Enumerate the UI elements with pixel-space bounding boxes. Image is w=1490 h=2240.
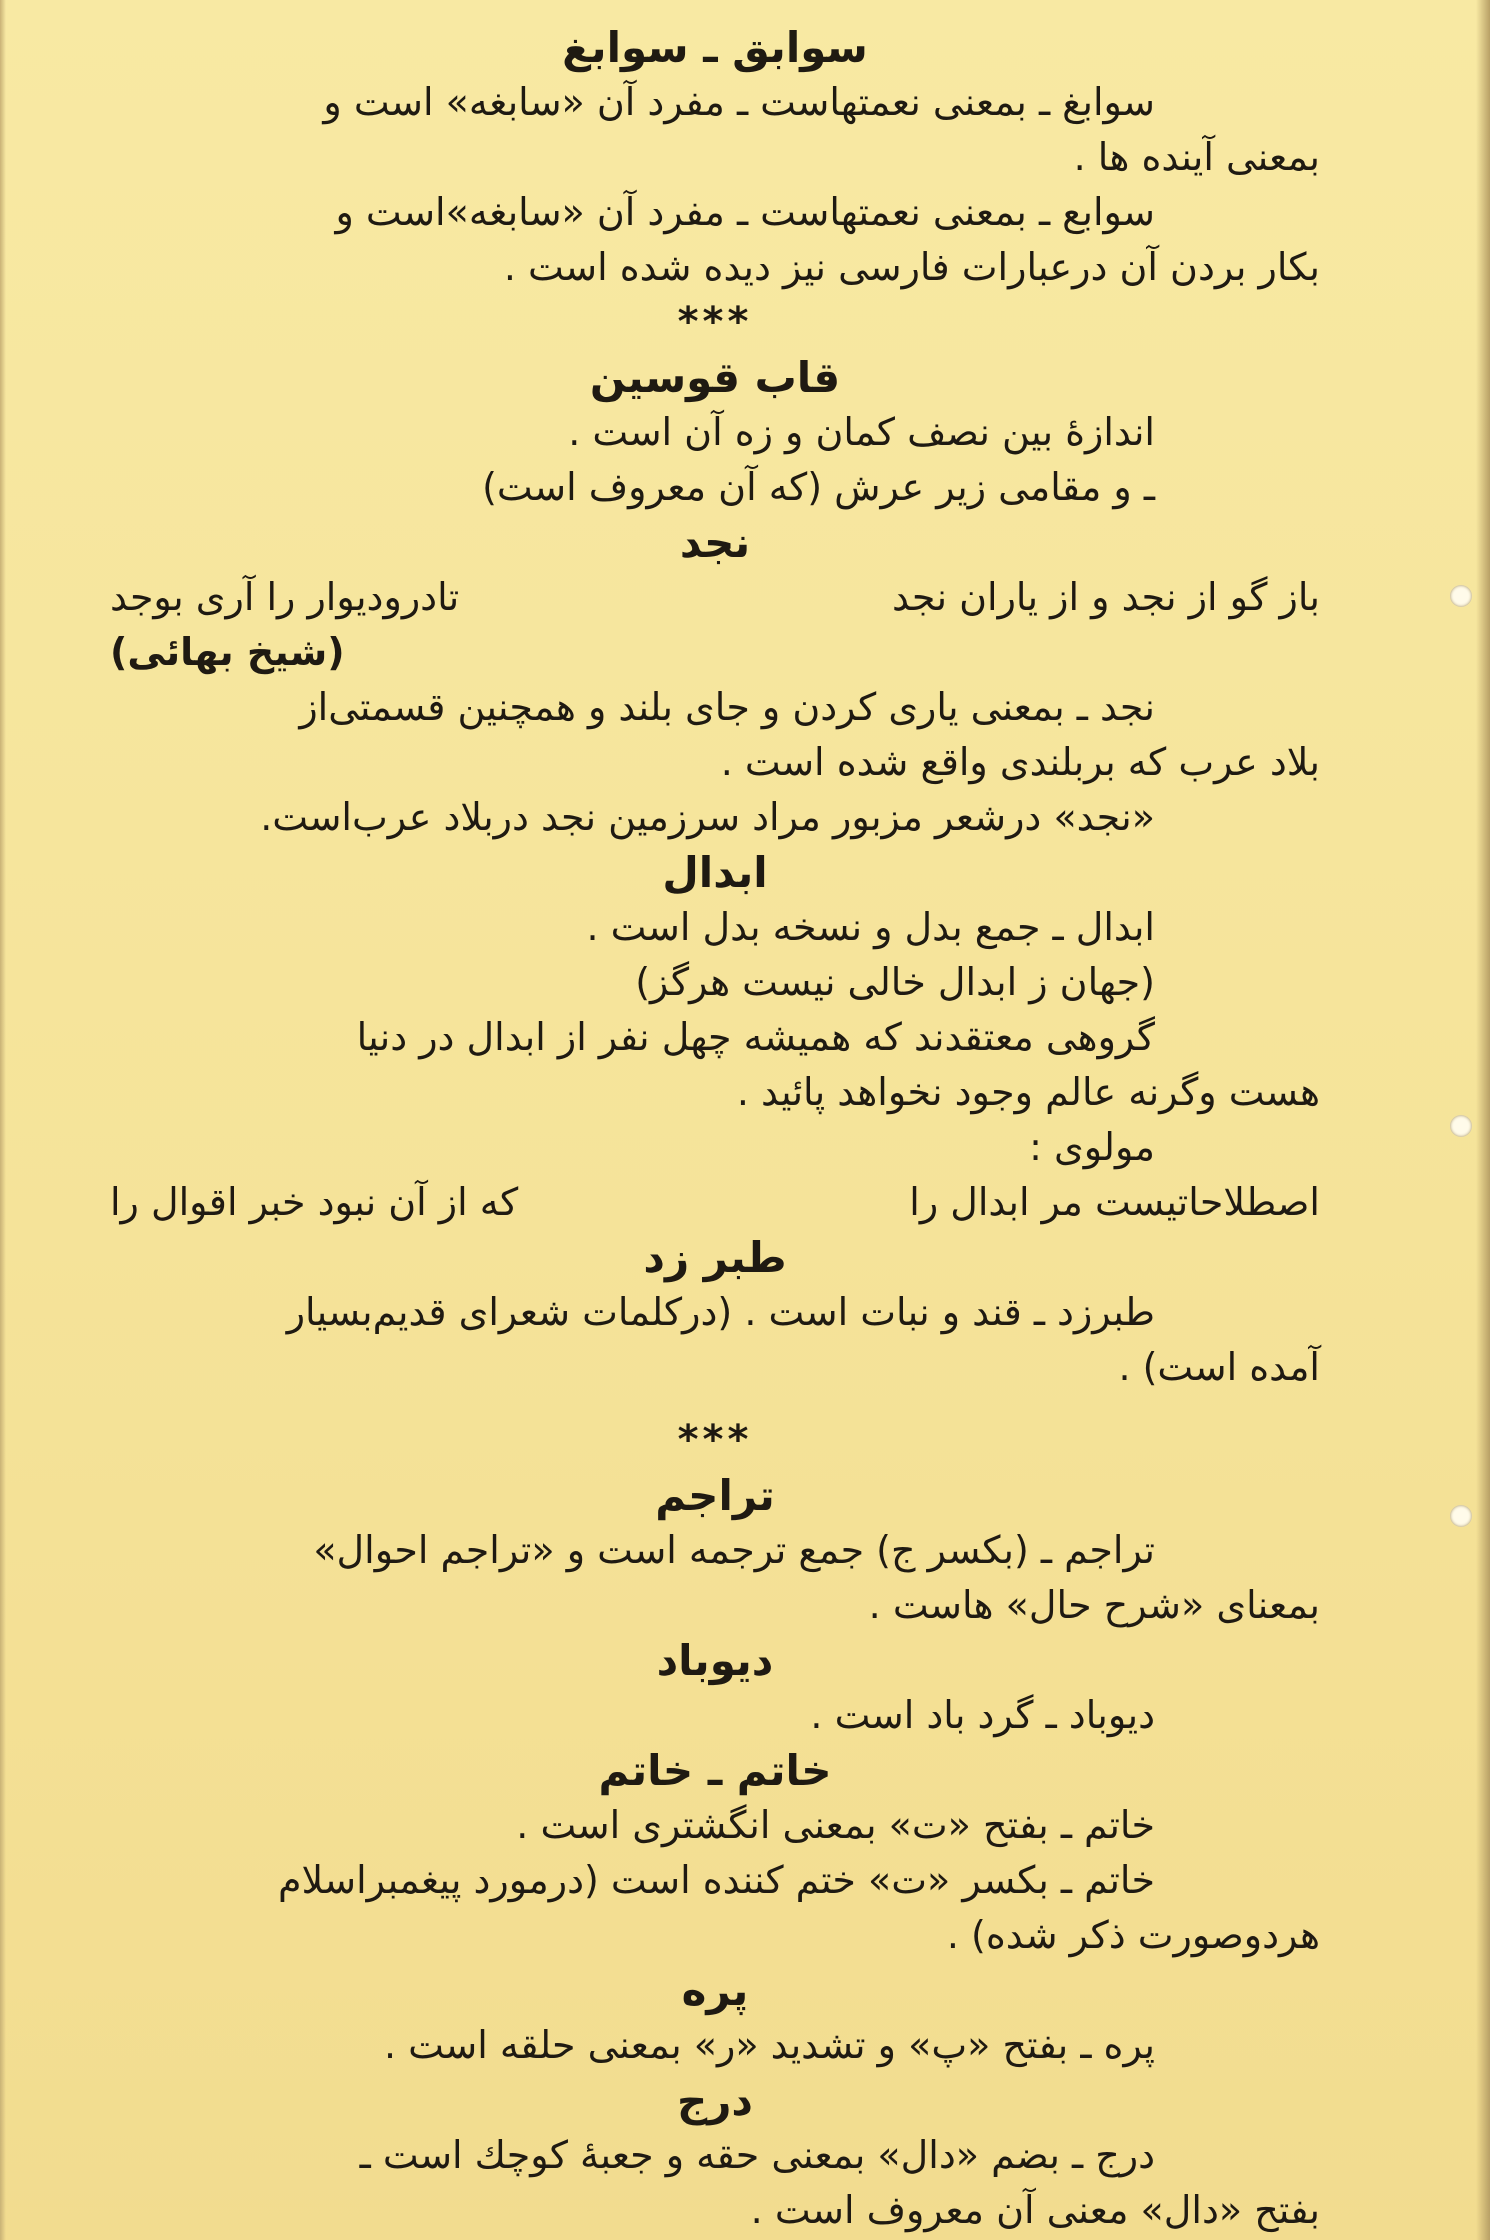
- page-edge-left: [0, 0, 6, 2240]
- section-separator: ***: [677, 1417, 753, 1463]
- entry-line: طبرزد ـ قند و نبات است . (درکلمات شعرای قدیم‌بسیار: [286, 1290, 1155, 1334]
- entry-title: خاتم ـ خاتم: [598, 1746, 832, 1795]
- entry-title: سوابق ـ سوابغ: [562, 23, 868, 72]
- entry-title: درج: [676, 2076, 753, 2125]
- binding-hole-2: [1450, 1115, 1472, 1137]
- verse-hemistich-second: که از آن نبود خبر اقوال را: [110, 1180, 519, 1224]
- entry-line: ـ و مقامی زیر عرش (که آن معروف است): [482, 465, 1155, 509]
- entry-line: تراجم ـ (بکسر ج) جمع ترجمه است و «تراجم احوال»: [313, 1528, 1155, 1572]
- entry-line: ابدال ـ جمع بدل و نسخه بدل است .: [586, 905, 1155, 949]
- entry-title: دیوباد: [656, 1636, 774, 1685]
- entry-line: سوابع ـ بمعنی نعمتهاست ـ مفرد آن «سابغه»است و: [335, 190, 1155, 234]
- entry-line: درج ـ بضم «دال» بمعنی حقه و جعبهٔ کوچك است ـ: [359, 2133, 1155, 2177]
- entry-title: طبر زد: [643, 1233, 787, 1282]
- entry-line: بفتح «دال» معنی آن معروف است .: [750, 2188, 1320, 2232]
- entry-line: پره ـ بفتح «پ» و تشدید «ر» بمعنی حلقه است .: [383, 2023, 1155, 2067]
- verse-hemistich-first: باز گو از نجد و از یاران نجد: [891, 575, 1320, 619]
- entry-line: مولوی :: [1029, 1125, 1155, 1169]
- entry-line: آمده است) .: [1118, 1345, 1320, 1389]
- entry-line: سوابغ ـ بمعنی نعمتهاست ـ مفرد آن «سابغه» است و: [323, 80, 1155, 124]
- entry-title: قاب قوسین: [589, 353, 841, 402]
- poem-verse: [110, 570, 1320, 625]
- entry-line: اندازهٔ بین نصف کمان و زه آن است .: [568, 410, 1155, 454]
- binding-hole-3: [1450, 1505, 1472, 1527]
- entry-line: هست وگرنه عالم وجود نخواهد پائید .: [736, 1070, 1320, 1114]
- section-separator: ***: [677, 299, 753, 345]
- entry-title: نجد: [679, 518, 751, 567]
- poem-verse: [110, 1175, 1320, 1230]
- verse-hemistich-first: اصطلاحاتیست مر ابدال را: [909, 1180, 1320, 1224]
- page-edge-right: [1476, 0, 1490, 2240]
- poet-attribution: (شیخ بهائی): [110, 630, 345, 674]
- entry-line: بمعنای «شرح حال» هاست .: [868, 1583, 1320, 1627]
- entry-title: ابدال: [662, 848, 768, 897]
- page-content: [110, 20, 1320, 2238]
- verse-hemistich-second: تادرودیوار را آری بوجد: [110, 575, 460, 619]
- entry-line: گروهی معتقدند که همیشه چهل نفر از ابدال در دنیا: [356, 1015, 1155, 1059]
- entry-line: نجد ـ بمعنی یاری کردن و جای بلند و همچنین قسمتی‌از: [299, 685, 1155, 729]
- entry-title: پره: [681, 1966, 749, 2015]
- entry-line: بمعنی آینده ها .: [1073, 135, 1320, 179]
- entry-line: دیوباد ـ گرد باد است .: [810, 1693, 1155, 1737]
- entry-line: بلاد عرب که بربلندی واقع شده است .: [720, 740, 1320, 784]
- entry-line: (جهان ز ابدال خالی نیست هرگز): [635, 960, 1155, 1004]
- entry-line: خاتم ـ بفتح «ت» بمعنی انگشتری است .: [516, 1803, 1155, 1847]
- entry-line: خاتم ـ بکسر «ت» ختم کننده است (درمورد پیغمبراسلام: [278, 1858, 1155, 1902]
- entry-line: هردوصورت ذکر شده) .: [946, 1913, 1320, 1957]
- entry-line: بکار بردن آن درعبارات فارسی نیز دیده شده است .: [503, 245, 1320, 289]
- entry-title: تراجم: [655, 1471, 775, 1520]
- binding-hole-1: [1450, 585, 1472, 607]
- entry-line: «نجد» درشعر مزبور مراد سرزمین نجد دربلاد عرب‌است.: [260, 795, 1155, 839]
